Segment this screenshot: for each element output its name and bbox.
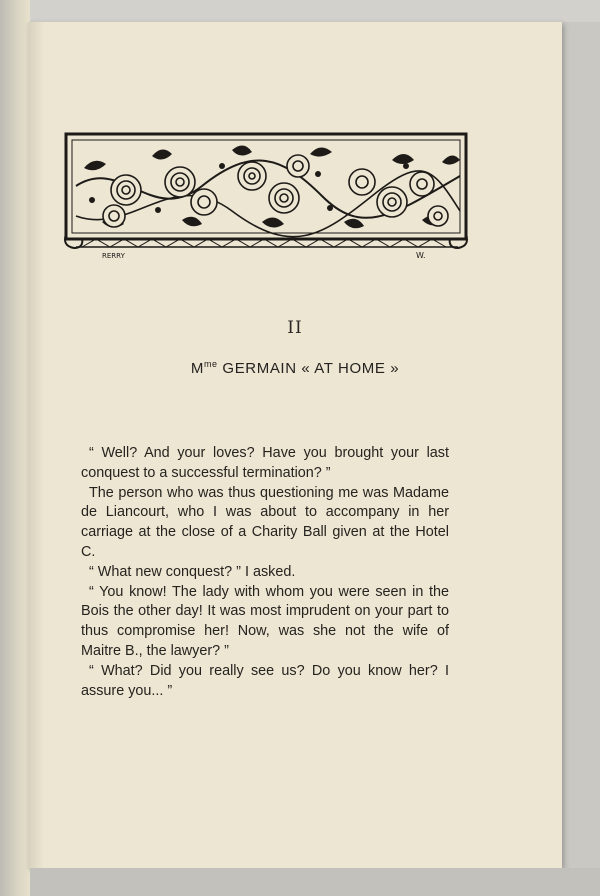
chapter-title-prefix: M — [190, 360, 204, 377]
artist-signature-left: RERRY — [102, 252, 125, 258]
chapter-title — [28, 359, 562, 377]
previous-page-edge — [0, 0, 30, 896]
chapter-number: II — [287, 318, 303, 338]
chapter-title-rest: GERMAIN « AT HOME » — [217, 360, 400, 377]
floral-headpiece-icon — [62, 126, 472, 258]
gutter-shadow — [28, 22, 44, 868]
body-text — [81, 444, 449, 701]
paragraph: “ What? Did you really see us? Do you know her? I assure you... ” — [81, 662, 449, 699]
paragraph: “ You know! The lady with whom you were seen in the Bois the other day! It was most imprudent on your part to thus compromise her! Now, was she not the wife of Maitre B., the lawyer? ” — [81, 583, 449, 659]
top-background — [30, 0, 600, 22]
paragraph: The person who was thus questioning me was Madame de Liancourt, who I was about to accompany in her carriage at the close of a Charity Ball given at the Hotel C. — [81, 484, 449, 560]
bottom-background — [30, 868, 600, 896]
paragraph: “ What new conquest? ” I asked. — [89, 563, 296, 580]
artist-signature-right: W. — [416, 251, 426, 258]
book-page — [28, 22, 562, 868]
chapter-title-superscript: me — [203, 359, 218, 369]
paragraph: “ Well? And your loves? Have you brought your last conquest to a successful termination? ” — [81, 445, 449, 481]
